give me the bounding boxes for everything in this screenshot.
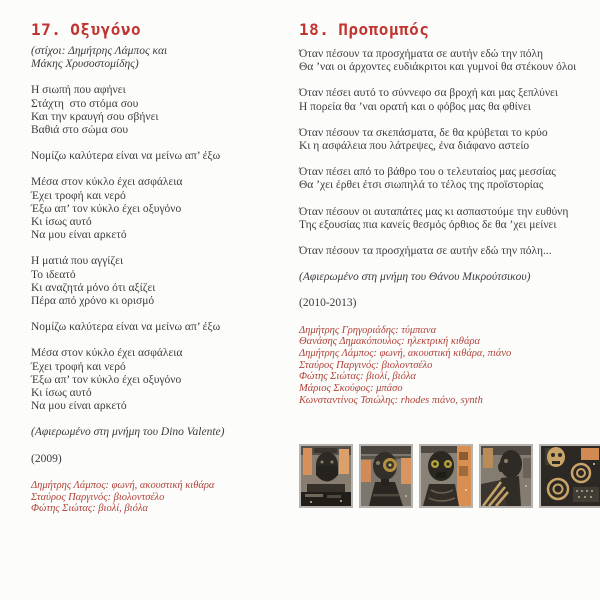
track-18-name: Προπομπός (338, 20, 430, 39)
lyric-line: Μέσα στον κύκλο έχει ασφάλεια (31, 347, 183, 360)
stanza (299, 206, 595, 232)
credit-line: Μάριος Σκούφος: μπάσο (299, 383, 403, 395)
stanza (31, 84, 293, 137)
stanza (299, 127, 595, 153)
lyric-line: Έχει τροφή και νερό (31, 360, 126, 373)
lyric-line: Όταν πέσουν οι αυταπάτες μας κι ασπαστούμε την ευθύνη (299, 205, 569, 218)
lyric-line: Βαθιά στο σώμα σου (31, 124, 129, 137)
stanza (31, 347, 293, 413)
lyric-line: Να μου είναι αρκετό (31, 400, 127, 413)
lyric-line: Νομίζω καλύτερα είναι να μείνω απ’ έξω (31, 321, 221, 334)
credit-line: Δημήτρης Λάμπος: φωνή, ακουστική κιθάρα, πιάνο (299, 348, 512, 360)
stanza (299, 87, 595, 113)
lyric-line: Όταν πέσουν τα προσχήματα σε αυτήν εδώ την πόλη (299, 48, 544, 60)
songwriters-line: Μάκης Χρυσοστομίδης) (31, 58, 139, 71)
lyric-line: Μέσα στον κύκλο έχει ασφάλεια (31, 176, 183, 189)
track-17-songwriters (31, 45, 293, 71)
credit-line: Δημήτρης Γρηγοριάδης: τύμπανα (299, 324, 437, 336)
lyric-line: Και την κραυγή σου σβήνει (31, 110, 159, 123)
portrait-tile-3 (419, 444, 473, 508)
portrait-4-art (481, 446, 531, 506)
lyric-line: Της εξουσίας πια κανείς θεσμός όρθιος δε θα ’χει μείνει (299, 218, 557, 231)
lyric-line: Στάχτη στο στόμα σου (31, 97, 139, 110)
track-18-column (299, 20, 595, 407)
stanza (299, 166, 595, 192)
lyric-line: Κι η ασφάλεια που λάτρεψες, ένα διάφανο αστείο (299, 140, 530, 153)
credit-line: Σταύρος Παργινός: βιολοντσέλο (31, 491, 165, 503)
lyric-line: Πέρα από χρόνο κι ορισμό (31, 295, 155, 308)
lyric-line: Θα ’χει έρθει έτσι σιωπηλά το τέλος της προϊστορίας (299, 179, 544, 192)
artwork-strip (299, 444, 600, 508)
stanza (31, 255, 293, 308)
lyric-line: Η ματιά που αγγίζει (31, 255, 124, 268)
portrait-tile-2 (359, 444, 413, 508)
lyric-line: Έχει τροφή και νερό (31, 189, 126, 202)
stanza (31, 321, 293, 334)
track-17-years: (2009) (31, 452, 62, 465)
lyric-line: Όταν πέσουν τα προσχήματα σε αυτήν εδώ την πόλη... (299, 245, 552, 258)
track-17-name: Οξυγόνο (70, 20, 142, 39)
stanza (299, 245, 595, 258)
track-17-number: 17. (31, 20, 62, 39)
track-18-years: (2010-2013) (299, 297, 357, 310)
portrait-1-art (301, 446, 351, 506)
lyric-line: Όταν πέσει αυτό το σύννεφο σα βροχή και μας ξεπλύνει (299, 87, 558, 100)
lyric-line: Έξω απ’ τον κύκλο έχει οξυγόνο (31, 202, 182, 215)
lyric-line: Η πορεία θα ’ναι ορατή και ο φόβος μας θα φθίνει (299, 100, 531, 113)
songwriters-line: (στίχοι: Δημήτρης Λάμπος και (31, 45, 168, 57)
track-18-title (299, 20, 595, 39)
track-17-column (31, 20, 293, 515)
portrait-tile-5 (539, 444, 600, 508)
lyric-line: Το ιδεατό (31, 268, 76, 281)
credit-line: Σταύρος Παργινός: βιολοντσέλο (299, 359, 433, 371)
stanza (31, 176, 293, 242)
lyric-line: Κι αναζητά μόνο ότι αξίζει (31, 281, 156, 294)
track-18-credits (299, 325, 595, 407)
lyric-line: Κι ίσως αυτό (31, 387, 92, 400)
lyric-line: Έξω απ’ τον κύκλο έχει οξυγόνο (31, 373, 182, 386)
lyric-line: Θα ’ναι οι άρχοντες ευδιάκριτοι και γυμνοί θα στέκουν όλοι (299, 61, 577, 74)
credit-line: Φώτης Σιώτας: βιολί, βιόλα (31, 503, 148, 515)
credit-line: Δημήτρης Λάμπος: φωνή, ακουστική κιθάρα (31, 479, 215, 491)
portrait-3-art (421, 446, 471, 506)
credit-line: Κωνσταντίνος Τσιώλης: rhodes πιάνο, synth (299, 394, 483, 406)
track-18-number: 18. (299, 20, 330, 39)
lyric-line: Να μου είναι αρκετό (31, 229, 127, 242)
track-17-credits (31, 480, 293, 515)
lyric-line: Κι ίσως αυτό (31, 216, 92, 229)
credit-line: Θανάσης Δημακόπουλος: ηλεκτρική κιθάρα (299, 336, 481, 348)
track-17-title (31, 20, 293, 39)
stanza (299, 48, 595, 74)
lyric-line: Όταν πέσουν τα σκεπάσματα, δε θα κρύβεται το κρύο (299, 126, 548, 139)
lyric-line: Νομίζω καλύτερα είναι να μείνω απ’ έξω (31, 150, 221, 163)
portrait-2-art (361, 446, 411, 506)
credit-line: Φώτης Σιώτας: βιολί, βιόλα (299, 371, 416, 383)
portrait-tile-1 (299, 444, 353, 508)
portrait-tile-4 (479, 444, 533, 508)
track-18-dedication: (Αφιερωμένο στη μνήμη του Θάνου Μικρούτσικου) (299, 271, 531, 284)
track-17-dedication: (Αφιερωμένο στη μνήμη του Dino Valente) (31, 426, 225, 439)
lyric-line: Η σιωπή που αφήνει (31, 84, 126, 97)
lyric-line: Όταν πέσει από το βάθρο του ο τελευταίος μας μεσσίας (299, 166, 556, 179)
stanza (31, 150, 293, 163)
portrait-5-art (541, 446, 600, 506)
